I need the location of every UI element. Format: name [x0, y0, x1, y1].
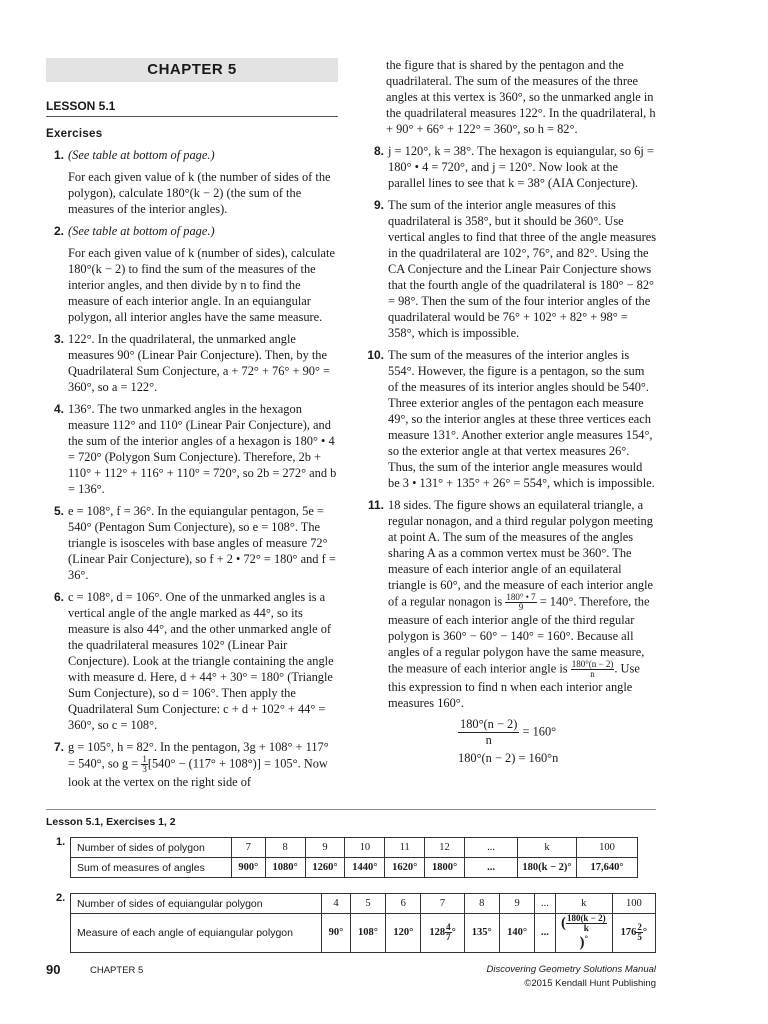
- table-rule: [46, 809, 656, 810]
- exercise-2-text: For each given value of k (number of sides), calculate 180°(k − 2) to find the sum of the measures of the interior angles, and then divide by n to find the measure of each interior angle. In an equiangular polygon, all interior angles have the same measure.: [68, 246, 335, 324]
- table-cell: 5: [350, 894, 385, 914]
- exercise-4: 4. 136°. The two unmarked angles in the hexagon measure 112° and 110° (Linear Pair Conjecture), and the sum of the interior angles of a hexagon is 180° • 4 = 720° (Polygon Sum Conjecture). Therefore, 2b + 110° + 112° + 116° + 110° = 720°, so 2b = 272° and b = 136°.: [53, 402, 337, 496]
- table-cell: 12: [425, 838, 465, 858]
- equation-2: 180°(n − 2) = 160°n: [458, 751, 559, 765]
- table-cell: 1260°: [305, 858, 345, 878]
- table-cell-mixed-fraction: 176 $\frac{2}{5}$ °: [612, 914, 655, 953]
- table-cell: 108°: [350, 914, 385, 953]
- table-cell: 9: [499, 894, 534, 914]
- exercise-10-text: The sum of the measures of the interior angles is 554°. However, the figure is a pentagon, so the sum of the measures of its interior angles should be 540°. Three exterior angles of the pentagon each measure 49°, so the interior angles at these three vertices each measure 131°. Another exterior angle measures 154°, so the exterior angle at that vertex measures 26°. Thus, the sum of the interior angle measures would be 3 • 131° + 135° + 26° = 554°, which is impossible.: [388, 348, 655, 490]
- table-cell: 1080°: [265, 858, 305, 878]
- table-cell: ...: [535, 894, 556, 914]
- fraction-interior-angle: $\frac{180^\circ(n - 2)}{n}$: [571, 659, 614, 679]
- equation-1: $\frac{180^\circ(n - 2)}{n}$ = 160°: [460, 717, 557, 747]
- table-cell-fraction: ( $\frac{180(k - 2)}{k}$ )°: [555, 914, 612, 953]
- table-2: [70, 893, 656, 953]
- table-cell: 900°: [232, 858, 266, 878]
- table-cell: 1800°: [425, 858, 465, 878]
- exercise-4-text: 136°. The two unmarked angles in the hexagon measure 112° and 110° (Linear Pair Conjecture), and the sum of the interior angles of a hexagon is 180° • 4 = 720° (Polygon Sum Conjecture). Therefore, 2b + 110° + 112° + 116° + 110° = 720°, so 2b = 272° and b = 136°.: [68, 402, 337, 496]
- table-cell: ...: [465, 858, 518, 878]
- table-cell: 100: [612, 894, 655, 914]
- table-cell: 1620°: [385, 858, 425, 878]
- exercise-1-note: (See table at bottom of page.): [68, 148, 215, 162]
- table-cell: ...: [465, 838, 518, 858]
- exercise-11-text: 18 sides. The figure shows an equilateral triangle, a regular nonagon, and a third regular polygon meeting at point A. The sum of the measures of the angles sharing A as a common vertex must be 360°. The measure of each interior angle of an equilateral triangle is 60°, and the measure of each interior angle of a regular nonagon is $\frac{180^\circ • 7}{9}$ = 140°. Therefore, the measure of each interior angle of the third regular polygon is 360° − 60° − 140° = 160°. Because all angles of a regular polygon have the same measure, the measure of each interior angle is $\frac{180^\circ(n - 2)}{n}$ . Use this expression to find n when each interior angle measures 160°.: [388, 498, 654, 710]
- exercises-heading: Exercises: [46, 128, 103, 140]
- exercise-5-text: e = 108°, f = 36°. In the equiangular pentagon, 5e = 540° (Pentagon Sum Conjecture), so e = 108°. The triangle is isosceles with base angles of measure 72° (Linear Pair Conjecture), so f + 2 • 72° = 180° and f = 36°.: [68, 504, 336, 582]
- footer-publication: [487, 963, 657, 991]
- exercise-8-text: j = 120°, k = 38°. The hexagon is equiangular, so 6j = 180° • 4 = 720°, and j = 120°. Now look at the parallel lines to see that k = 38° (AIA Conjecture).: [388, 144, 654, 190]
- table-cell: 10: [345, 838, 385, 858]
- book-title: Discovering Geometry Solutions Manual: [486, 964, 656, 975]
- table-2-row-label: Measure of each angle of equiangular polygon: [71, 914, 322, 953]
- table-2-header-label: Number of sides of equiangular polygon: [71, 894, 322, 914]
- exercise-6: 6. c = 108°, d = 106°. One of the unmarked angles is a vertical angle of the angle marked as 44°, so its measure is also 44°, and the other unmarked angle of the quadrilateral measures 102° (Linear Pair Conjecture). Look at the triangle containing the angle with measure d. Here, d + 44° + 30° = 180° (Triangle Sum Conjecture), so d = 106°. Then apply the Quadrilateral Sum Conjecture: c + d + 102° + 44° = 360°, so c = 108°.: [46, 589, 338, 733]
- left-column: [46, 147, 338, 796]
- table-cell: 8: [464, 894, 499, 914]
- table-cell: k: [555, 894, 612, 914]
- table-2-number: 2.: [56, 892, 66, 904]
- exercise-2: 2. (See table at bottom of page.) For each given value of k (number of sides), calculate 180°(k − 2) to find the sum of the measures of the interior angles, and then divide by n to find the measure of each interior angle. In an equiangular polygon, all interior angles have the same measure.: [46, 223, 338, 325]
- table-cell: 100: [577, 838, 638, 858]
- table-1-row-label: Sum of measures of angles: [71, 858, 232, 878]
- exercise-11: 11. 18 sides. The figure shows an equilateral triangle, a regular nonagon, and a third regular polygon meeting at point A. The sum of the measures of the angles sharing A as a common vertex must be 360°. The measure of each interior angle of an equilateral triangle is 60°, and the measure of each interior angle of a regular nonagon is $\frac{180^\circ • 7}{9}$ = 140°. Therefore, the measure of each interior angle of the third regular polygon is 360° − 60° − 140° = 160°. Because all angles of a regular polygon have the same measure, the measure of each interior angle is $\frac{180^\circ(n - 2)}{n}$ . Use this expression to find n when each interior angle measures 160°. $\frac{180^\circ(n - 2)}{n}$ = 160° 180°(n − 2) = 160°n: [366, 497, 656, 766]
- fraction-one-third: $\frac{1}{3}$: [142, 754, 147, 774]
- table-cell: k: [518, 838, 577, 858]
- exercise-1: 1. (See table at bottom of page.) For each given value of k (the number of sides of the polygon), calculate 180°(k − 2) (the sum of the measures of the interior angles).: [46, 147, 338, 217]
- table-cell: 140°: [499, 914, 534, 953]
- fraction-nonagon-angle: $\frac{180^\circ • 7}{9}$: [506, 592, 536, 612]
- exercise-7-continued: the figure that is shared by the pentagon and the quadrilateral. The sum of the measures of the three angles at this vertex is 360°, so the unmarked angle in the quadrilateral measures 122°. In the quadrilateral, h + 90° + 66° + 122° = 360°, so h = 82°.: [386, 58, 656, 136]
- page-number: 90: [46, 962, 61, 977]
- table-cell: 1440°: [345, 858, 385, 878]
- exercise-9-text: The sum of the interior angle measures of this quadrilateral is 358°, but it should be 360°. Use vertical angles to find that three of the angle measures in the quadrilateral are 102°, 76°, and 82°. Using the CA Conjecture and the Linear Pair Conjecture shows that the fourth angle of the quadrilateral is 180° − 82° = 98°. Then the sum of the four interior angles of the quadrilateral would be 76° + 102° + 82° + 98° = 358°, which is impossible.: [388, 198, 657, 340]
- exercise-9: 9. The sum of the interior angle measures of this quadrilateral is 358°, but it should be 360°. Use vertical angles to find that three of the angle measures in the quadrilateral are 102°, 76°, and 82°. Using the CA Conjecture and the Linear Pair Conjecture shows that the fourth angle of the quadrilateral is 180° − 82° = 98°. Then the sum of the four interior angles of the quadrilateral would be 76° + 102° + 82° + 98° = 358°, which is impossible.: [373, 198, 657, 340]
- table-cell: 7: [421, 894, 464, 914]
- table-cell: 8: [265, 838, 305, 858]
- table-1-number: 1.: [56, 836, 66, 848]
- table-cell: 90°: [322, 914, 351, 953]
- exercise-10: 10. The sum of the measures of the interior angles is 554°. However, the figure is a pentagon, so the sum of the measures of its interior angles should be 540°. Three exterior angles of the pentagon each measure 49°, so the interior angles at these three vertices each measure 131°. Another exterior angle measures 154°, so the exterior angle at that vertex measures 26°. Thus, the sum of the interior angle measures would be 3 • 131° + 135° + 26° = 554°, which is impossible.: [367, 348, 655, 490]
- exercise-8: 8. j = 120°, k = 38°. The hexagon is equiangular, so 6j = 180° • 4 = 720°, and j = 120°. Now look at the parallel lines to see that k = 38° (AIA Conjecture).: [366, 143, 656, 191]
- copyright: ©2015 Kendall Hunt Publishing: [524, 978, 656, 989]
- exercise-6-text: c = 108°, d = 106°. One of the unmarked angles is a vertical angle of the angle marked as 44°, so its measure is also 44°, and the other unmarked angle of the quadrilateral measures 102° (Linear Pair Conjecture). Look at the triangle containing the angle with measure d. Here, d + 44° + 30° = 180° (Triangle Sum Conjecture), so d = 106°. Then apply the Quadrilateral Sum Conjecture: c + d + 102° + 44° = 360°, so c = 108°.: [68, 590, 334, 732]
- table-cell: 180(k − 2)°: [518, 858, 577, 878]
- exercise-3-text: 122°. In the quadrilateral, the unmarked angle measures 90° (Linear Pair Conjecture). Then, by the Quadrilateral Sum Conjecture, a + 72° + 76° + 90° = 360°, so a = 122°.: [68, 332, 331, 394]
- exercise-5: 5. e = 108°, f = 36°. In the equiangular pentagon, 5e = 540° (Pentagon Sum Conjecture), so e = 108°. The triangle is isosceles with base angles of measure 72° (Linear Pair Conjecture), so f + 2 • 72° = 180° and f = 36°.: [46, 503, 338, 583]
- table-cell: 7: [232, 838, 266, 858]
- table-cell: 17,640°: [577, 858, 638, 878]
- table-cell: ...: [535, 914, 556, 953]
- table-cell-mixed-fraction: 128 $\frac{4}{7}$ °: [421, 914, 464, 953]
- table-cell: 4: [322, 894, 351, 914]
- lesson-rule: [46, 116, 338, 117]
- lesson-title: LESSON 5.1: [46, 99, 116, 113]
- table-cell: 11: [385, 838, 425, 858]
- exercise-7: 7. g = 105°, h = 82°. In the pentagon, 3g + 108° + 117° = 540°, so g = $\frac{1}{3}$ [540° − (117° + 108°)] = 105°. Now look at the vertex on the right side of: [46, 739, 338, 790]
- exercise-7-text: g = 105°, h = 82°. In the pentagon, 3g + 108° + 117° = 540°, so g = $\frac{1}{3}$ [540° − (117° + 108°)] = 105°. Now look at the vertex on the right side of: [68, 740, 329, 789]
- table-title: Lesson 5.1, Exercises 1, 2: [46, 816, 176, 828]
- table-cell: 135°: [464, 914, 499, 953]
- table-cell: 6: [386, 894, 421, 914]
- table-cell: 120°: [386, 914, 421, 953]
- table-1-header-label: Number of sides of polygon: [71, 838, 232, 858]
- footer-chapter: CHAPTER 5: [90, 965, 144, 976]
- table-cell: 9: [305, 838, 345, 858]
- exercise-2-note: (See table at bottom of page.): [68, 224, 215, 238]
- exercise-3: 3. 122°. In the quadrilateral, the unmarked angle measures 90° (Linear Pair Conjecture). Then, by the Quadrilateral Sum Conjecture, a + 72° + 76° + 90° = 360°, so a = 122°.: [46, 331, 338, 395]
- table-1: [70, 837, 638, 878]
- right-column: [366, 57, 656, 772]
- exercise-1-text: For each given value of k (the number of sides of the polygon), calculate 180°(k − 2) (the sum of the measures of the interior angles).: [68, 170, 331, 216]
- chapter-heading: CHAPTER 5: [46, 58, 338, 82]
